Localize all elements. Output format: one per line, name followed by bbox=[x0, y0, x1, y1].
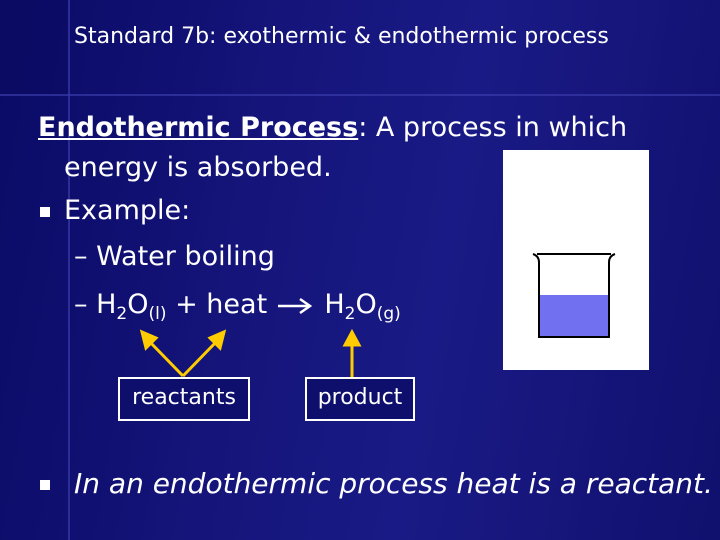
beaker-illustration bbox=[503, 150, 649, 370]
standard-title: Standard 7b: exothermic & endothermic process bbox=[74, 24, 609, 49]
equation-dash: – bbox=[74, 289, 88, 320]
bullet-square-icon bbox=[40, 207, 50, 217]
bullet-square-icon bbox=[40, 480, 50, 490]
product-state: (g) bbox=[376, 304, 401, 324]
reactant-arrow-right bbox=[183, 340, 218, 376]
product-h: H bbox=[324, 289, 345, 320]
definition-text-1: : A process in which bbox=[358, 112, 628, 143]
example-label: Example: bbox=[64, 195, 191, 226]
decorative-horizontal-line bbox=[0, 94, 720, 96]
reactant-arrowhead-left bbox=[142, 332, 156, 348]
beaker-liquid bbox=[539, 295, 609, 337]
reaction-arrow-icon bbox=[276, 296, 316, 316]
reactant-arrowhead-right bbox=[210, 332, 224, 348]
product-sub-2: 2 bbox=[344, 304, 356, 324]
definition-text-2: energy is absorbed. bbox=[64, 152, 332, 183]
definition-line bbox=[38, 110, 627, 146]
sub-item-water-boiling: – Water boiling bbox=[74, 241, 275, 272]
decorative-block bbox=[0, 0, 68, 94]
product-arrowhead bbox=[345, 332, 359, 345]
plus-heat: + heat bbox=[175, 289, 268, 320]
product-o: O bbox=[355, 289, 377, 320]
reactant-arrow-left bbox=[148, 340, 183, 376]
reactants-label-box: reactants bbox=[118, 377, 250, 421]
reactant-h: H bbox=[96, 289, 117, 320]
definition-term: Endothermic Process bbox=[38, 112, 359, 143]
sub-item-equation bbox=[74, 287, 401, 323]
reactant-o: O bbox=[127, 289, 149, 320]
conclusion-text: In an endothermic process heat is a reactant. bbox=[74, 467, 713, 500]
reactant-sub-2: 2 bbox=[116, 304, 128, 324]
product-label-box: product bbox=[305, 377, 415, 421]
reactant-state: (l) bbox=[148, 304, 167, 324]
decorative-vertical-line bbox=[68, 0, 70, 540]
beaker-icon bbox=[503, 150, 649, 370]
